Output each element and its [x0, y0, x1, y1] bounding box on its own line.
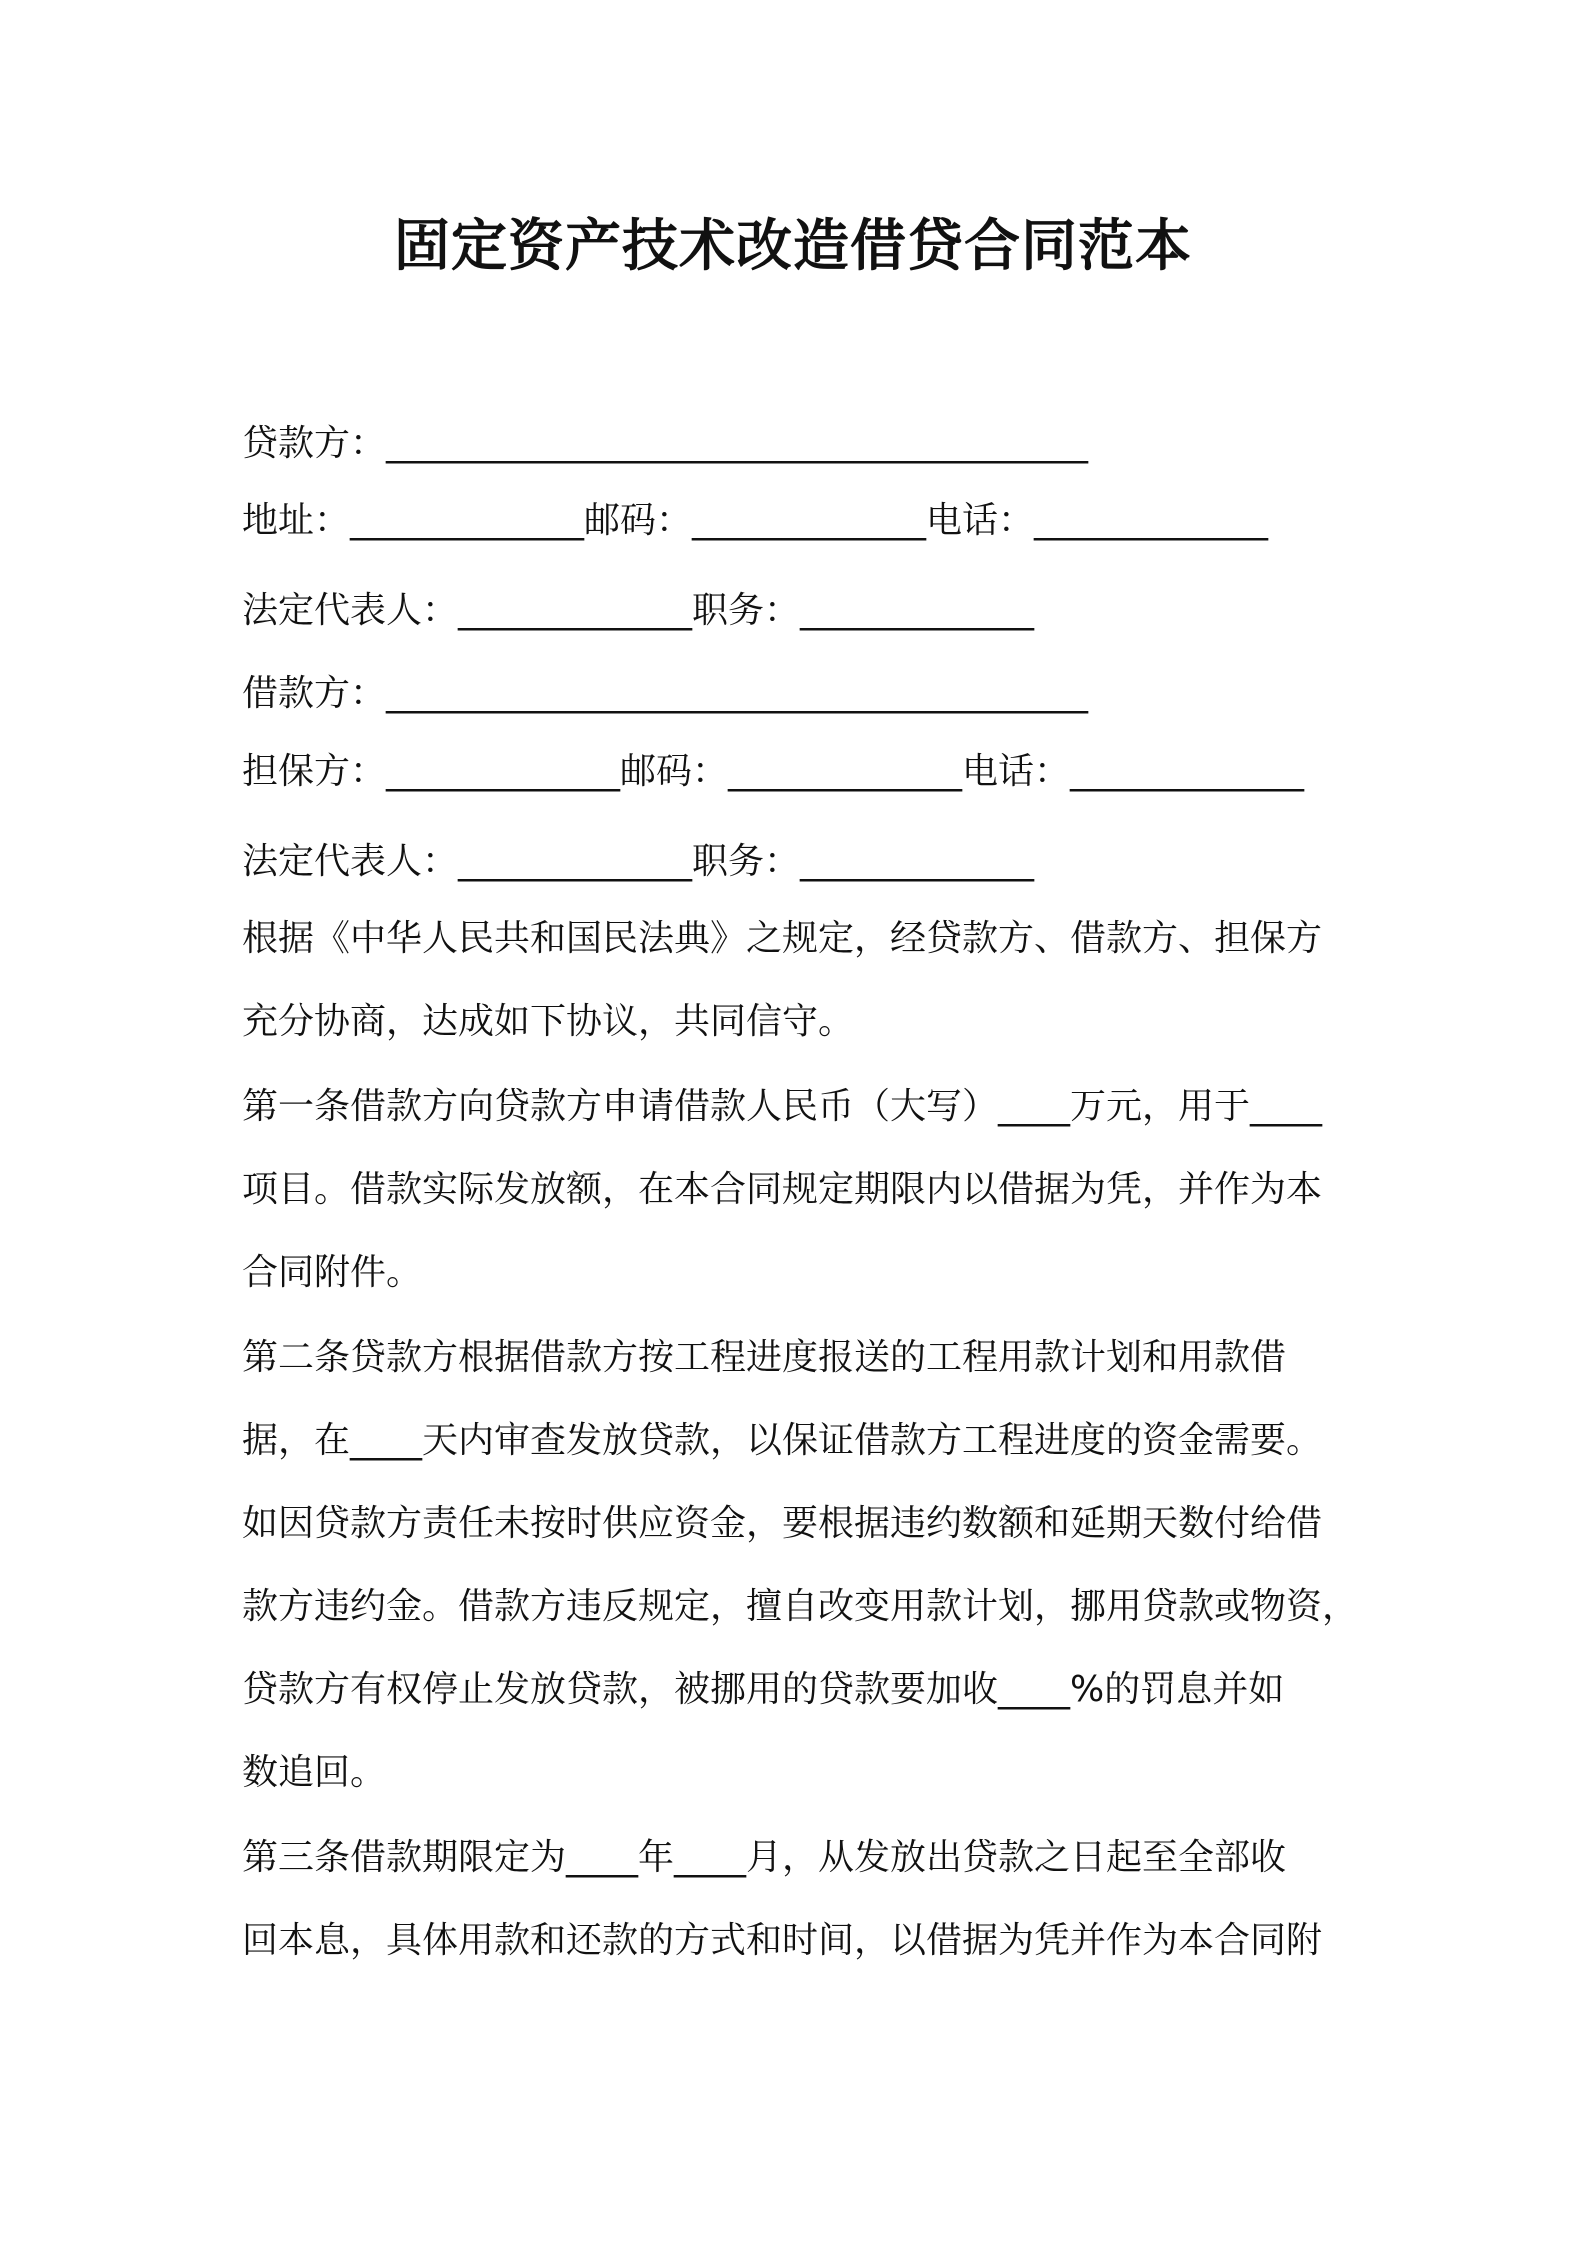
article-3-line-1: 第三条借款期限定为____年____月，从发放出贷款之日起至全部收 — [242, 1837, 1287, 1878]
article-1-line-2: 项目。借款实际发放额，在本合同规定期限内以借据为凭，并作为本 — [242, 1169, 1323, 1210]
article-2-line-2: 据，在____天内审查发放贷款，以保证借款方工程进度的资金需要。 — [242, 1420, 1323, 1461]
article-2-line-6: 数追回。 — [242, 1752, 387, 1793]
article-1-line-3: 合同附件。 — [242, 1252, 423, 1293]
document-title: 固定资产技术改造借贷合同范本 — [394, 214, 1192, 279]
article-2-line-3: 如因贷款方责任未按时供应资金，要根据违约数额和延期天数付给借 — [242, 1503, 1323, 1544]
preamble-line-1: 根据《中华人民共和国民法典》之规定，经贷款方、借款方、担保方 — [242, 918, 1323, 959]
article-2-line-5: 贷款方有权停止发放贷款，被挪用的贷款要加收____%的罚息并如 — [242, 1669, 1285, 1710]
preamble-line-2: 充分协商，达成如下协议，共同信守。 — [242, 1001, 855, 1042]
lender-field-line: 贷款方：_______________________________________ — [242, 423, 1089, 464]
article-1-line-1: 第一条借款方向贷款方申请借款人民币（大写）____万元，用于____ — [242, 1086, 1323, 1127]
guarantor-field-line: 担保方：_____________邮码：_____________电话：_____________ — [242, 751, 1305, 792]
lender-representative-line: 法定代表人：_____________职务：_____________ — [242, 590, 1035, 631]
lender-address-line: 地址：_____________邮码：_____________电话：_____________ — [242, 500, 1269, 541]
article-3-line-2: 回本息，具体用款和还款的方式和时间，以借据为凭并作为本合同附 — [242, 1920, 1323, 1961]
article-2-line-4: 款方违约金。借款方违反规定，擅自改变用款计划，挪用贷款或物资， — [242, 1586, 1359, 1627]
borrower-field-line: 借款方：_______________________________________ — [242, 673, 1089, 714]
guarantor-representative-line: 法定代表人：_____________职务：_____________ — [242, 841, 1035, 882]
article-2-line-1: 第二条贷款方根据借款方按工程进度报送的工程用款计划和用款借 — [242, 1337, 1287, 1378]
